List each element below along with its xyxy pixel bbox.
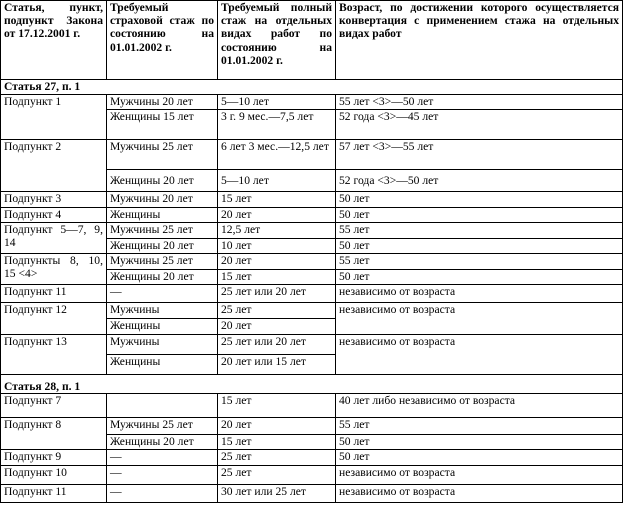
insured-experience: — xyxy=(107,450,218,466)
table-row xyxy=(1,466,623,485)
table-row xyxy=(1,223,623,239)
row-label: Подпункты 8, 10, 15 <4> xyxy=(1,254,107,285)
insured-experience: — xyxy=(107,466,218,485)
conversion-age: 50 лет xyxy=(336,269,623,285)
table-row xyxy=(1,303,623,319)
insured-experience: Женщины 20 лет xyxy=(107,435,218,450)
header-age: Возраст, по достижении которого осуществляется конвертация с применением стажа на отдельных видах работ xyxy=(336,1,623,80)
insured-experience: Мужчины 20 лет xyxy=(107,95,218,110)
table-row xyxy=(1,254,623,270)
conversion-age: 50 лет xyxy=(336,192,623,208)
insured-experience: Женщины xyxy=(107,319,218,335)
row-label: Подпункт 2 xyxy=(1,140,107,192)
full-experience: 20 лет xyxy=(218,254,336,270)
table-row xyxy=(1,140,623,170)
row-label: Подпункт 9 xyxy=(1,450,107,466)
row-label: Подпункт 13 xyxy=(1,335,107,375)
conversion-age: 55 лет xyxy=(336,418,623,435)
row-label: Подпункт 11 xyxy=(1,285,107,303)
full-experience: 25 лет xyxy=(218,450,336,466)
row-label: Подпункт 12 xyxy=(1,303,107,335)
section-title: Статья 28, п. 1 xyxy=(1,375,623,394)
full-experience: 5—10 лет xyxy=(218,95,336,110)
full-experience: 20 лет xyxy=(218,418,336,435)
table-row xyxy=(1,485,623,503)
full-experience: 25 лет xyxy=(218,466,336,485)
insured-experience xyxy=(107,394,218,418)
conversion-age: 52 года <3>—50 лет xyxy=(336,170,623,192)
header-row xyxy=(1,1,623,80)
row-label: Подпункт 1 xyxy=(1,95,107,140)
full-experience: 25 лет или 20 лет xyxy=(218,335,336,355)
insured-experience: Мужчины 25 лет xyxy=(107,223,218,239)
row-label: Подпункт 5—7, 9, 14 xyxy=(1,223,107,254)
full-experience: 30 лет или 25 лет xyxy=(218,485,336,503)
table-row xyxy=(1,207,623,223)
full-experience: 25 лет xyxy=(218,303,336,319)
table-row xyxy=(1,285,623,303)
full-experience: 12,5 лет xyxy=(218,223,336,239)
full-experience: 20 лет xyxy=(218,319,336,335)
insured-experience: Мужчины xyxy=(107,335,218,355)
insured-experience: — xyxy=(107,485,218,503)
full-experience: 10 лет xyxy=(218,238,336,254)
insured-experience: Женщины xyxy=(107,207,218,223)
header-insured-experience: Требуемый страховой стаж по состоянию на 01.01.2002 г. xyxy=(107,1,218,80)
conversion-age: 40 лет либо независимо от возраста xyxy=(336,394,623,418)
table-row xyxy=(1,418,623,435)
insured-experience: Женщины 20 лет xyxy=(107,269,218,285)
conversion-age: 50 лет xyxy=(336,450,623,466)
conversion-age: 50 лет xyxy=(336,207,623,223)
table-row xyxy=(1,192,623,208)
full-experience: 5—10 лет xyxy=(218,170,336,192)
insured-experience: — xyxy=(107,285,218,303)
insured-experience: Мужчины 25 лет xyxy=(107,254,218,270)
table-row xyxy=(1,394,623,418)
conversion-age: 50 лет xyxy=(336,238,623,254)
table-row xyxy=(1,95,623,110)
conversion-age: 50 лет xyxy=(336,435,623,450)
full-experience: 15 лет xyxy=(218,269,336,285)
full-experience: 20 лет или 15 лет xyxy=(218,355,336,375)
section-row xyxy=(1,80,623,95)
full-experience: 15 лет xyxy=(218,435,336,450)
full-experience: 6 лет 3 мес.—12,5 лет xyxy=(218,140,336,170)
insured-experience: Мужчины xyxy=(107,303,218,319)
full-experience: 15 лет xyxy=(218,192,336,208)
row-label: Подпункт 8 xyxy=(1,418,107,450)
insured-experience: Мужчины 25 лет xyxy=(107,418,218,435)
insured-experience: Женщины 20 лет xyxy=(107,238,218,254)
conversion-age: 55 лет xyxy=(336,254,623,270)
full-experience: 25 лет или 20 лет xyxy=(218,285,336,303)
section-row xyxy=(1,375,623,394)
conversion-age: независимо от возраста xyxy=(336,285,623,303)
conversion-age: 55 лет xyxy=(336,223,623,239)
header-article: Статья, пункт, подпункт Закона от 17.12.2001 г. xyxy=(1,1,107,80)
insured-experience: Женщины xyxy=(107,355,218,375)
insured-experience: Женщины 15 лет xyxy=(107,110,218,140)
table-row xyxy=(1,335,623,355)
header-full-experience: Требуемый полный стаж на отдельных видах работ по состоянию на 01.01.2002 г. xyxy=(218,1,336,80)
insured-experience: Мужчины 25 лет xyxy=(107,140,218,170)
conversion-age: 55 лет <3>—50 лет xyxy=(336,95,623,110)
insured-experience: Мужчины 20 лет xyxy=(107,192,218,208)
conversion-age: независимо от возраста xyxy=(336,303,623,335)
conversion-age: независимо от возраста xyxy=(336,485,623,503)
conversion-age: 52 года <3>—45 лет xyxy=(336,110,623,140)
conversion-age: 57 лет <3>—55 лет xyxy=(336,140,623,170)
full-experience: 20 лет xyxy=(218,207,336,223)
conversion-age: независимо от возраста xyxy=(336,335,623,375)
full-experience: 3 г. 9 мес.—7,5 лет xyxy=(218,110,336,140)
row-label: Подпункт 4 xyxy=(1,207,107,223)
row-label: Подпункт 10 xyxy=(1,466,107,485)
table-row xyxy=(1,450,623,466)
row-label: Подпункт 3 xyxy=(1,192,107,208)
insured-experience: Женщины 20 лет xyxy=(107,170,218,192)
conversion-age: независимо от возраста xyxy=(336,466,623,485)
section-title: Статья 27, п. 1 xyxy=(1,80,623,95)
row-label: Подпункт 11 xyxy=(1,485,107,503)
full-experience: 15 лет xyxy=(218,394,336,418)
row-label: Подпункт 7 xyxy=(1,394,107,418)
